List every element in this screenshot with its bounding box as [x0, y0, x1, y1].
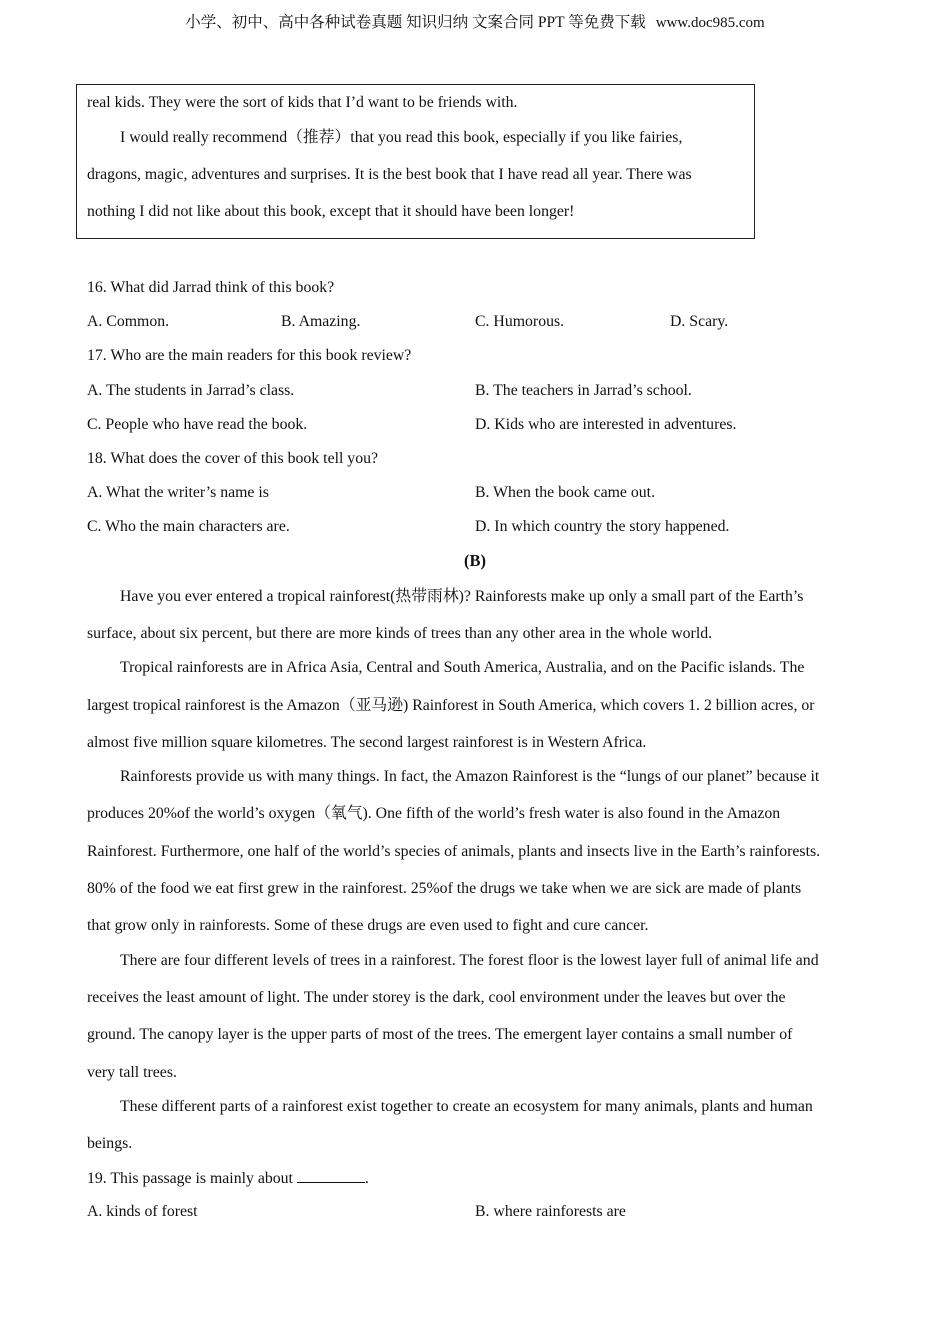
option: C. Who the main characters are. — [87, 518, 290, 535]
passage-line: almost five million square kilometres. The second largest rainforest is in Western Africa. — [87, 734, 647, 751]
page-header — [0, 10, 950, 32]
passage-line: Tropical rainforests are in Africa Asia, Central and South America, Australia, and on the Pacific islands. The — [120, 659, 805, 676]
passage-line: largest tropical rainforest is the Amazon（亚马逊) Rainforest in South America, which covers 1. 2 billion acres, or — [87, 697, 815, 714]
option: D. Kids who are interested in adventures. — [475, 416, 737, 433]
question-stem — [87, 1168, 369, 1189]
passage-line: There are four different levels of trees in a rainforest. The forest floor is the lowest layer full of animal life and — [120, 952, 819, 969]
question-stem: 16. What did Jarrad think of this book? — [87, 279, 335, 296]
passage-line: 80% of the food we eat first grew in the rainforest. 25%of the drugs we take when we are sick are made of plants — [87, 880, 802, 897]
option: A. What the writer’s name is — [87, 484, 269, 501]
question-stem-text: 19. This passage is mainly about — [87, 1170, 293, 1187]
answer-blank — [297, 1168, 365, 1183]
passage-line: Rainforests provide us with many things. In fact, the Amazon Rainforest is the “lungs of our planet” because it — [120, 768, 820, 785]
boxed-line: I would really recommend（推荐）that you read this book, especially if you like fairies, — [120, 129, 683, 146]
boxed-line: nothing I did not like about this book, except that it should have been longer! — [87, 203, 575, 220]
option: C. People who have read the book. — [87, 416, 308, 433]
question-stem: 18. What does the cover of this book tell you? — [87, 450, 379, 467]
option: D. In which country the story happened. — [475, 518, 730, 535]
option: B. where rainforests are — [475, 1203, 626, 1220]
option: A. Common. — [87, 313, 170, 330]
option: B. Amazing. — [281, 313, 361, 330]
passage-line: These different parts of a rainforest exist together to create an ecosystem for many animals, plants and human — [120, 1098, 813, 1115]
option: A. kinds of forest — [87, 1203, 198, 1220]
section-title: (B) — [464, 551, 486, 570]
passage-line: receives the least amount of light. The under storey is the dark, cool environment under the leaves but over the — [87, 989, 786, 1006]
boxed-line: dragons, magic, adventures and surprises. It is the best book that I have read all year. There was — [87, 166, 692, 183]
passage-line: that grow only in rainforests. Some of these drugs are even used to fight and cure cancer. — [87, 917, 649, 934]
option: C. Humorous. — [475, 313, 565, 330]
passage-line: surface, about six percent, but there are more kinds of trees than any other area in the whole world. — [87, 625, 713, 642]
passage-line: beings. — [87, 1135, 133, 1152]
question-stem-end: . — [364, 1170, 369, 1187]
passage-line: ground. The canopy layer is the upper parts of most of the trees. The emergent layer contains a small number of — [87, 1026, 793, 1043]
passage-line: Rainforest. Furthermore, one half of the world’s species of animals, plants and insects live in the Earth’s rainforests. — [87, 843, 821, 860]
passage-line: produces 20%of the world’s oxygen（氧气). One fifth of the world’s fresh water is also found in the Amazon — [87, 805, 781, 822]
header-text: 小学、初中、高中各种试卷真题 知识归纳 文案合同 PPT 等免费下载 — [185, 14, 646, 31]
header-site: www.doc985.com — [655, 15, 765, 31]
boxed-line: real kids. They were the sort of kids that I’d want to be friends with. — [87, 94, 518, 111]
option: A. The students in Jarrad’s class. — [87, 382, 295, 399]
question-stem: 17. Who are the main readers for this book review? — [87, 347, 412, 364]
option: D. Scary. — [670, 313, 729, 330]
option: B. When the book came out. — [475, 484, 656, 501]
passage-line: very tall trees. — [87, 1064, 177, 1081]
passage-line: Have you ever entered a tropical rainforest(热带雨林)? Rainforests make up only a small part of the Earth’s — [120, 588, 804, 605]
option: B. The teachers in Jarrad’s school. — [475, 382, 692, 399]
